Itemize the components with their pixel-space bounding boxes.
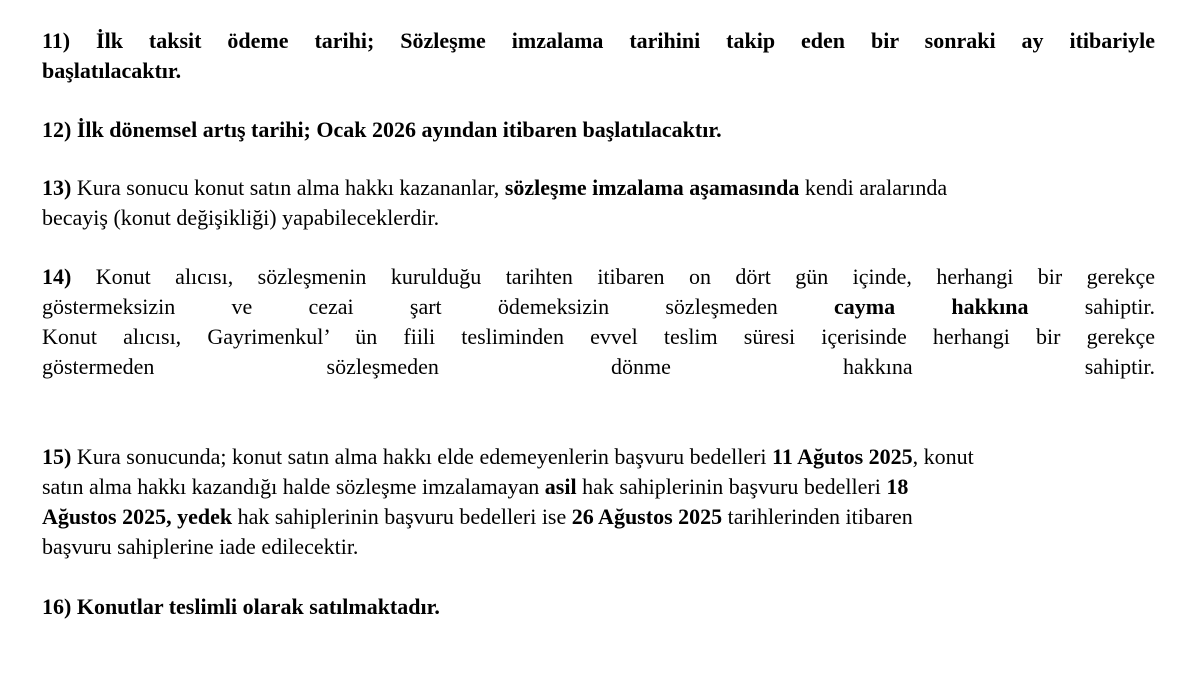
item-13-line-2: becayiş (konut değişikliği) yapabileceklerdir.	[42, 205, 440, 230]
item-14-text-3: sahiptir.	[1028, 294, 1155, 319]
item-15-text-2: , konut	[912, 444, 974, 469]
item-11-line-2: başlatılacaktır.	[42, 58, 182, 83]
item-11-line-1: 11) İlk taksit ödeme tarihi; Sözleşme imzalama tarihini takip eden bir sonraki ay itibariyle	[42, 28, 1155, 53]
item-14-line-4: göstermeden sözleşmeden dönme hakkına sahiptir.	[42, 354, 1155, 379]
item-13-line-1	[42, 173, 1155, 203]
item-13-bold-1: sözleşme imzalama aşamasında	[504, 175, 800, 200]
item-15	[42, 442, 1155, 562]
item-12	[42, 115, 1155, 145]
item-12-text: 12) İlk dönemsel artış tarihi; Ocak 2026 ayından itibaren başlatılacaktır.	[42, 117, 722, 142]
item-15-text-3: satın alma hakkı kazandığı halde sözleşme imzalamayan	[42, 474, 545, 499]
item-16	[42, 592, 1155, 622]
item-15-line-2	[42, 472, 1155, 502]
item-15-text-1: Kura sonucunda; konut satın alma hakkı elde edemeyenlerin başvuru bedelleri	[71, 444, 773, 469]
item-13-number: 13)	[42, 175, 72, 200]
item-15-bold-4: Ağustos 2025, yedek	[42, 504, 233, 529]
item-14-text-1: Konut alıcısı, sözleşmenin kurulduğu tarihten itibaren on dört gün içinde, herhangi bir gerekçe	[71, 264, 1155, 289]
item-15-bold-3: 18	[886, 474, 909, 499]
item-15-line-1	[42, 442, 1155, 472]
item-15-line-4: başvuru sahiplerine iade edilecektir.	[42, 534, 359, 559]
item-15-text-4: hak sahiplerinin başvuru bedelleri	[576, 474, 887, 499]
item-14-line-1	[42, 262, 1155, 292]
item-15-bold-2: asil	[544, 474, 577, 499]
item-14-text-2: göstermeksizin ve cezai şart ödemeksizin sözleşmeden	[42, 294, 835, 319]
item-14	[42, 262, 1155, 382]
item-14-number: 14)	[42, 264, 72, 289]
item-14-line-3: Konut alıcısı, Gayrimenkul’ ün fiili tesliminden evvel teslim süresi içerisinde herhangi bir gerekçe	[42, 324, 1155, 349]
item-14-bold-1: cayma hakkına	[834, 294, 1029, 319]
item-13-text-2: kendi aralarında	[799, 175, 948, 200]
item-11	[42, 26, 1155, 86]
item-15-number: 15)	[42, 444, 72, 469]
item-14-line-2	[42, 292, 1155, 322]
item-16-text: 16) Konutlar teslimli olarak satılmaktadır.	[42, 594, 440, 619]
item-15-text-5: hak sahiplerinin başvuru bedelleri ise	[232, 504, 572, 529]
item-15-bold-1: 11 Ağutos 2025	[772, 444, 913, 469]
item-15-line-3	[42, 502, 1155, 532]
item-15-bold-5: 26 Ağustos 2025	[571, 504, 723, 529]
item-13-text-1: Kura sonucu konut satın alma hakkı kazananlar,	[71, 175, 505, 200]
item-15-text-6: tarihlerinden itibaren	[722, 504, 913, 529]
item-13	[42, 173, 1155, 233]
